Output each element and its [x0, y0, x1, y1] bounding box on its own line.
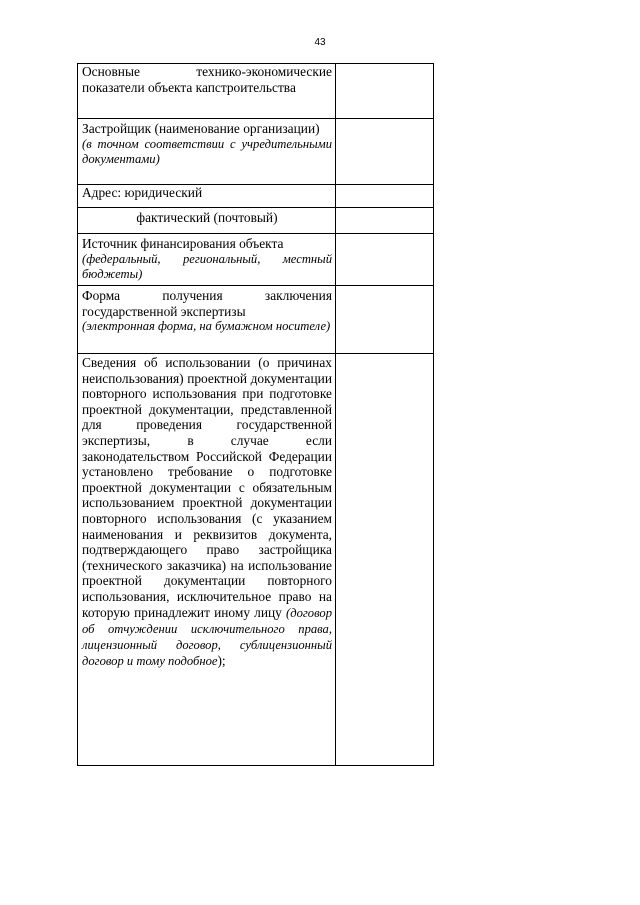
financing-value[interactable]	[336, 234, 434, 286]
conclusion-form-value[interactable]	[336, 286, 434, 354]
table-row	[78, 119, 434, 185]
table-row	[78, 234, 434, 286]
financing-label-cell	[78, 234, 336, 286]
conclusion-form-note: (электронная форма, на бумажном носителе)	[82, 319, 331, 334]
form-table	[77, 63, 434, 766]
reuse-info-label-cell	[78, 354, 336, 766]
address-postal-label-cell	[78, 208, 336, 234]
address-postal-value[interactable]	[336, 208, 434, 234]
developer-label: Застройщик (наименование организации)	[82, 121, 320, 136]
main-indicators-label-cell	[78, 64, 336, 119]
conclusion-form-label-cell	[78, 286, 336, 354]
address-legal-label: Адрес: юридический	[82, 185, 203, 200]
financing-note: (федеральный, региональный, местный бюджеты)	[82, 251, 332, 281]
conclusion-form-label: Форма получения заключения государственной экспертизы	[82, 288, 332, 319]
reuse-info-note: (договор об отчуждении исключительного права, лицензионный договор, сублицензионный договор и тому подобное	[82, 605, 332, 668]
address-legal-value[interactable]	[336, 185, 434, 208]
address-postal-label: фактический (почтовый)	[136, 210, 278, 225]
table-row	[78, 64, 434, 119]
table-row	[78, 286, 434, 354]
developer-note: (в точном соответствии с учредительными документами)	[82, 136, 332, 166]
main-indicators-label: Основные технико-экономические показатели объекта капстроительства	[82, 64, 332, 95]
financing-label: Источник финансирования объекта	[82, 236, 284, 251]
developer-value[interactable]	[336, 119, 434, 185]
table-row	[78, 354, 434, 766]
main-indicators-value[interactable]	[336, 64, 434, 119]
page-number: 43	[314, 37, 326, 48]
reuse-info-value[interactable]	[336, 354, 434, 766]
table-row	[78, 208, 434, 234]
reuse-info-label: Сведения об использовании (о причинах неиспользования) проектной документации повторного использования при подготовке проектной документации, представленной для проведения государственной экспертизы, в случае если законодательством Российской Федерации установлено требование о подготовке проектной документации с обязательным использованием проектной документации повторного использования (с указанием наименования и реквизитов документа, подтверждающего право застройщика (технического заказчика) на использование проектной документации повторного использования, исключительное право на которую принадлежит иному лицу	[82, 355, 332, 620]
table-row	[78, 185, 434, 208]
developer-label-cell	[78, 119, 336, 185]
reuse-info-tail: );	[217, 652, 226, 668]
address-legal-label-cell	[78, 185, 336, 208]
